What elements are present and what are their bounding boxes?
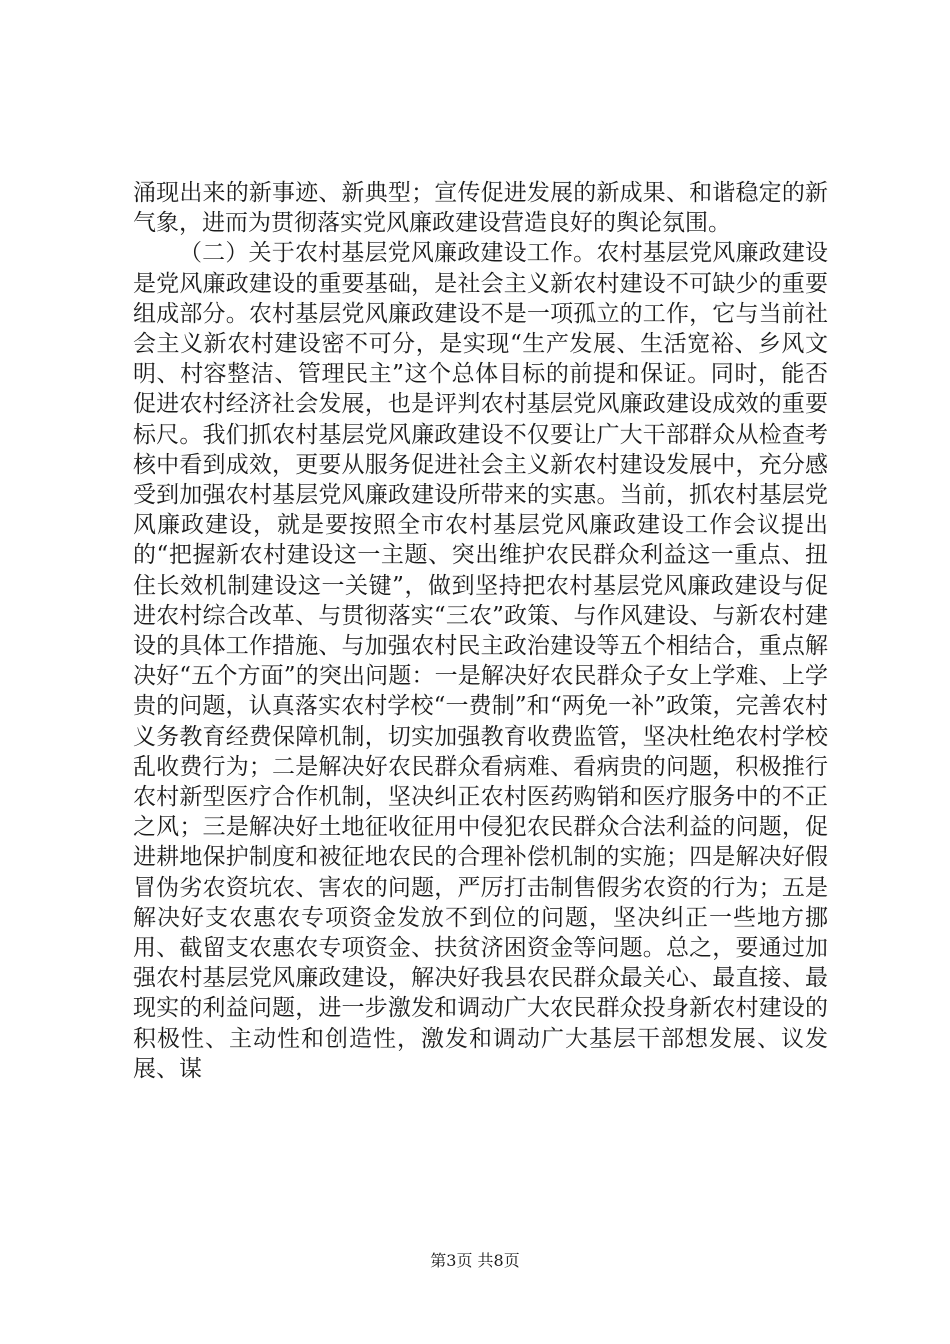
page-number-footer: 第3页 共8页 bbox=[430, 1251, 520, 1270]
paragraph-2: （二）关于农村基层党风廉政建设工作。农村基层党风廉政建设是党风廉政建设的重要基础，是社会主义新农村建设不可缺少的重要组成部分。农村基层党风廉政建设不是一项孤立的工作，它与当前社会主义新农村建设密不可分，是实现“生产发展、生活宽裕、乡风文明、村容整洁、管理民主”这个总体目标的前提和保证。同时，能否促进农村经济社会发展，也是评判农村基层党风廉政建设成效的重要标尺。我们抓农村基层党风廉政建设不仅要让广大干部群众从检查考核中看到成效，更要从服务促进社会主义新农村建设发展中，充分感受到加强农村基层党风廉政建设所带来的实惠。当前，抓农村基层党风廉政建设，就是要按照全市农村基层党风廉政建设工作会议提出的“把握新农村建设这一主题、突出维护农民群众利益这一重点、扭住长效机制建设这一关键”，做到坚持把农村基层党风廉政建设与促进农村综合改革、与贯彻落实“三农”政策、与作风建设、与新农村建设的具体工作措施、与加强农村民主政治建设等五个相结合，重点解决好“五个方面”的突出问题：一是解决好农民群众子女上学难、上学贵的问题，认真落实农村学校“一费制”和“两免一补”政策，完善农村义务教育经费保障机制，切实加强教育收费监管，坚决杜绝农村学校乱收费行为；二是解决好农民群众看病难、看病贵的问题，积极推行农村新型医疗合作机制，坚决纠正农村医药购销和医疗服务中的不正之风；三是解决好土地征收征用中侵犯农民群众合法利益的问题，促进耕地保护制度和被征地农民的合理补偿机制的实施；四是解决好假冒伪劣农资坑农、害农的问题，严厉打击制售假劣农资的行为；五是解决好支农惠农专项资金发放不到位的问题，坚决纠正一些地方挪用、截留支农惠农专项资金、扶贫济困资金等问题。总之，要通过加强农村基层党风廉政建设，解决好我县农民群众最关心、最直接、最现实的利益问题，进一步激发和调动广大农民群众投身新农村建设的积极性、主动性和创造性，激发和调动广大基层干部想发展、议发展、谋 bbox=[133, 240, 828, 1082]
paragraph-1: 涌现出来的新事迹、新典型；宣传促进发展的新成果、和谐稳定的新气象，进而为贯彻落实党风廉政建设营造良好的舆论氛围。 bbox=[133, 180, 828, 237]
document-body bbox=[133, 178, 828, 1084]
